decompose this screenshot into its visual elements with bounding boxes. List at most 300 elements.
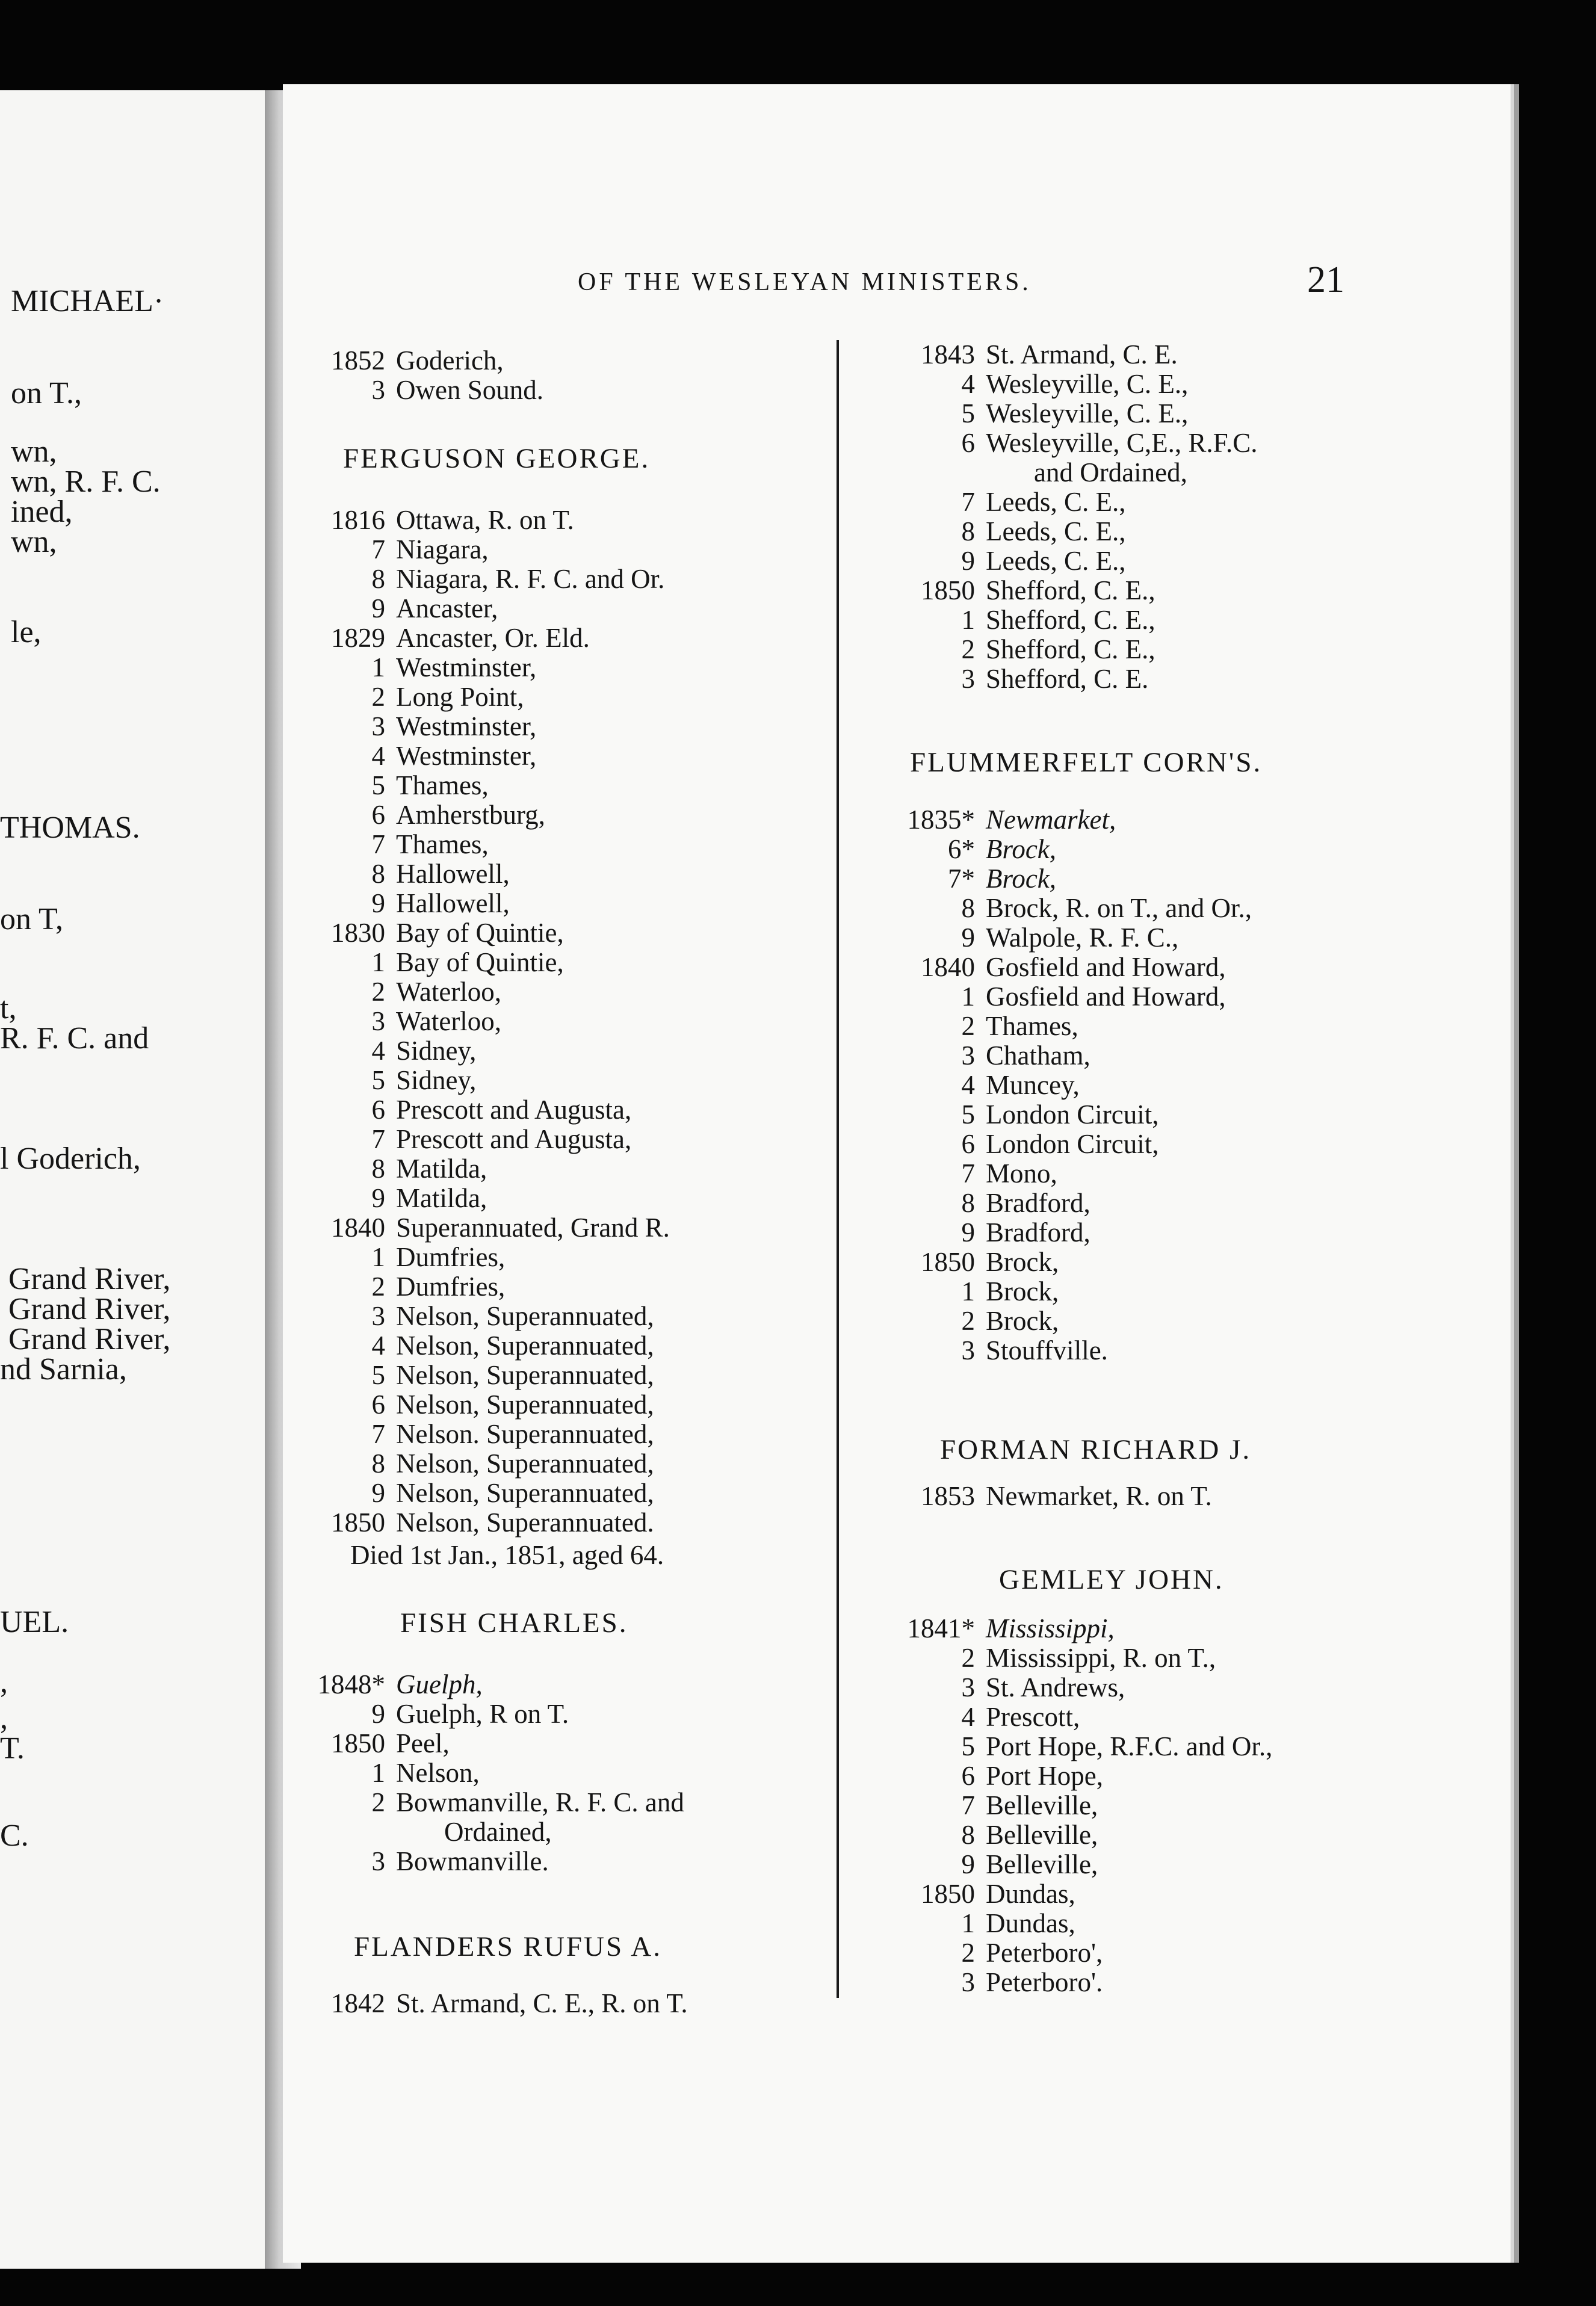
left-page <box>0 90 276 2269</box>
entry-line <box>903 1761 1272 1791</box>
entry-place: Brock, <box>986 1247 1059 1277</box>
left-page-fragment: Grand River, <box>8 1292 171 1326</box>
entry-line <box>313 859 670 889</box>
ferguson-entries <box>313 505 670 1538</box>
entry-place: Waterloo, <box>396 977 502 1007</box>
entry-year: 1 <box>961 1276 975 1306</box>
entry-place: Belleville, <box>986 1849 1098 1879</box>
entry-year: 4 <box>371 741 385 771</box>
entry-place: Ottawa, R. on T. <box>396 505 574 535</box>
entry-line <box>903 1041 1252 1071</box>
entry-place: Hallowell, <box>396 859 510 889</box>
flanders-entries <box>313 1989 688 2018</box>
entry-year: 1 <box>961 605 975 635</box>
heading-ferguson-george: FERGUSON GEORGE. <box>343 443 651 474</box>
entry-line <box>903 428 1258 458</box>
entry-line <box>313 800 670 830</box>
entry-place: Niagara, <box>396 534 489 564</box>
entry-place: Wesleyville, C. E., <box>986 398 1189 428</box>
left-page-fragment: on T, <box>0 902 63 936</box>
entry-year: 1850 <box>921 1879 975 1909</box>
entry-line <box>903 1071 1252 1100</box>
entry-year: 1 <box>371 1242 385 1272</box>
entry-year: 7* <box>948 864 975 894</box>
entry-line <box>903 835 1252 864</box>
entry-place: Newmarket, R. on T. <box>986 1481 1212 1511</box>
entry-year: 9 <box>961 1849 975 1879</box>
left-page-fragment: Grand River, <box>8 1322 171 1356</box>
entry-year: 1835* <box>907 805 975 835</box>
entry-line <box>903 1673 1272 1702</box>
entry-year: 9 <box>961 923 975 953</box>
heading-forman-richard: FORMAN RICHARD J. <box>940 1434 1252 1465</box>
entry-place: Sidney, <box>396 1036 477 1066</box>
entry-year: 6 <box>371 1389 385 1420</box>
entry-line <box>313 1670 684 1699</box>
entry-line <box>313 1788 684 1817</box>
entry-year: 2 <box>371 682 385 712</box>
entry-year: 3 <box>961 1335 975 1365</box>
entry-place: Thames, <box>986 1011 1078 1041</box>
entry-place: Peel, <box>396 1728 450 1758</box>
entry-year: 2 <box>371 977 385 1007</box>
entry-line <box>313 1390 670 1420</box>
entry-line <box>313 1213 670 1243</box>
entry-place: Mississippi, R. on T., <box>986 1643 1216 1673</box>
entry-place: Nelson, Superannuated, <box>396 1360 654 1390</box>
entry-line <box>313 623 670 653</box>
entry-place: Mono, <box>986 1158 1057 1189</box>
entry-year: 4 <box>961 1702 975 1732</box>
entry-line <box>903 1643 1272 1673</box>
entry-year: 6 <box>961 1129 975 1159</box>
entry-year: 2 <box>961 1306 975 1336</box>
entry-line <box>313 653 670 682</box>
entry-line <box>313 1007 670 1036</box>
entry-place: Wesleyville, C,E., R.F.C. <box>986 428 1258 458</box>
entry-line <box>903 894 1252 923</box>
entry-line <box>313 1420 670 1449</box>
entry-line <box>903 1850 1272 1879</box>
entry-place: St. Andrews, <box>986 1672 1125 1702</box>
entry-place: Brock, <box>986 1306 1059 1336</box>
entry-line <box>313 1817 684 1847</box>
entry-place: Westminster, <box>396 711 537 741</box>
entry-line <box>313 1479 670 1508</box>
entry-place: Nelson, <box>396 1758 480 1788</box>
left-page-fragment: , <box>0 1701 8 1736</box>
entry-line <box>313 564 670 594</box>
entry-line <box>903 805 1252 835</box>
entry-year: 2 <box>961 1938 975 1968</box>
fish-entries <box>313 1670 684 1876</box>
entry-place: Goderich, <box>396 345 504 376</box>
entry-line <box>313 771 670 800</box>
entry-place: Leeds, C. E., <box>986 516 1126 546</box>
entry-line <box>903 1130 1252 1159</box>
entry-line <box>903 1879 1272 1909</box>
entry-place: Mississippi, <box>986 1613 1115 1643</box>
entry-year: 5 <box>961 1731 975 1761</box>
entry-place: St. Armand, C. E. <box>986 339 1178 369</box>
entry-year: 1 <box>961 1908 975 1938</box>
entry-line <box>313 1095 670 1125</box>
entry-line <box>903 546 1258 576</box>
entry-year: 1829 <box>331 623 385 653</box>
entry-place: Thames, <box>396 770 489 800</box>
entry-place: Dundas, <box>986 1879 1075 1909</box>
entry-place: Shefford, C. E., <box>986 634 1155 664</box>
entry-year: 7 <box>371 534 385 564</box>
entry-place: London Circuit, <box>986 1099 1159 1130</box>
entry-line <box>903 399 1258 428</box>
entry-line <box>903 1189 1252 1218</box>
entry-place: Brock, R. on T., and Or., <box>986 893 1252 923</box>
entry-year: 7 <box>371 1419 385 1449</box>
entry-year: 3 <box>961 1672 975 1702</box>
col2-continuation <box>903 340 1258 694</box>
entry-place: Matilda, <box>396 1183 487 1213</box>
entry-place: Wesleyville, C. E., <box>986 369 1189 399</box>
entry-line <box>903 1159 1252 1189</box>
entry-year: 1 <box>961 981 975 1012</box>
entry-line <box>313 1066 670 1095</box>
col1-continuation <box>313 346 543 405</box>
entry-year: 1850 <box>331 1507 385 1538</box>
entry-place: Guelph, R on T. <box>396 1699 569 1729</box>
entry-year: 2 <box>961 634 975 664</box>
entry-year: 6 <box>961 1761 975 1791</box>
entry-line <box>903 1791 1272 1820</box>
entry-place: Muncey, <box>986 1070 1080 1100</box>
entry-year: 9 <box>961 546 975 576</box>
entry-place: Peterboro', <box>986 1938 1103 1968</box>
entry-year: 6 <box>961 428 975 458</box>
gemley-entries <box>903 1614 1272 1997</box>
entry-year: 9 <box>961 1217 975 1247</box>
entry-line <box>313 1847 684 1876</box>
entry-line <box>903 517 1258 546</box>
left-page-fragment: l Goderich, <box>0 1142 141 1176</box>
entry-place: Nelson, Superannuated, <box>396 1331 654 1361</box>
entry-year: 4 <box>371 1331 385 1361</box>
running-head: OF THE WESLEYAN MINISTERS. <box>578 268 1032 296</box>
entry-place: Leeds, C. E., <box>986 546 1126 576</box>
entry-year: 8 <box>371 1448 385 1479</box>
entry-year: 4 <box>371 1036 385 1066</box>
entry-place: St. Armand, C. E., R. on T. <box>396 1988 688 2018</box>
entry-line <box>903 1100 1252 1130</box>
entry-year: 2 <box>961 1643 975 1673</box>
entry-place: Walpole, R. F. C., <box>986 923 1179 953</box>
entry-year: 5 <box>371 1065 385 1095</box>
entry-year: 7 <box>961 1158 975 1189</box>
entry-year: 1843 <box>921 339 975 369</box>
entry-place: Newmarket, <box>986 805 1116 835</box>
entry-line <box>313 1036 670 1066</box>
entry-year: 3 <box>371 1301 385 1331</box>
entry-place: Shefford, C. E., <box>986 605 1155 635</box>
entry-year: 7 <box>961 487 975 517</box>
entry-place: Westminster, <box>396 652 537 682</box>
entry-year: 3 <box>371 1846 385 1876</box>
entry-line <box>903 1614 1272 1643</box>
entry-line <box>903 1012 1252 1041</box>
entry-year: 6* <box>948 834 975 864</box>
entry-line <box>903 458 1258 487</box>
entry-year: 8 <box>371 859 385 889</box>
entry-line <box>903 1247 1252 1277</box>
entry-year: 9 <box>371 593 385 623</box>
entry-place: and Ordained, <box>1034 457 1187 487</box>
entry-place: Nelson. Superannuated, <box>396 1419 654 1449</box>
entry-line <box>903 1277 1252 1306</box>
entry-place: Port Hope, <box>986 1761 1103 1791</box>
entry-place: Port Hope, R.F.C. and Or., <box>986 1731 1273 1761</box>
entry-place: Prescott and Augusta, <box>396 1095 632 1125</box>
entry-place: Nelson, Superannuated, <box>396 1301 654 1331</box>
entry-line <box>903 1306 1252 1336</box>
entry-line <box>313 1758 684 1788</box>
entry-year: 7 <box>961 1790 975 1820</box>
entry-line <box>313 1989 688 2018</box>
entry-year: 7 <box>371 829 385 859</box>
entry-year: 2 <box>961 1011 975 1041</box>
entry-year: 9 <box>371 1478 385 1508</box>
entry-place: Dumfries, <box>396 1272 506 1302</box>
heading-flanders-rufus: FLANDERS RUFUS A. <box>354 1931 662 1962</box>
entry-line <box>903 1820 1272 1850</box>
left-page-fragment: T. <box>0 1731 25 1766</box>
entry-year: 1850 <box>921 1247 975 1277</box>
left-page-fragment: R. F. C. and <box>0 1021 149 1056</box>
column-divider <box>837 340 839 1998</box>
entry-year: 1848* <box>317 1669 385 1699</box>
entry-line <box>313 376 543 405</box>
entry-year: 1841* <box>907 1613 975 1643</box>
entry-line <box>903 605 1258 635</box>
entry-place: Matilda, <box>396 1154 487 1184</box>
entry-line <box>903 1336 1252 1365</box>
entry-year: 5 <box>371 770 385 800</box>
entry-place: London Circuit, <box>986 1129 1159 1159</box>
entry-line <box>313 1243 670 1272</box>
left-page-fragment: MICHAEL· <box>11 284 164 318</box>
entry-place: Brock, <box>986 1276 1059 1306</box>
left-page-fragment: nd Sarnia, <box>0 1352 127 1386</box>
entry-place: Thames, <box>396 829 489 859</box>
page-number: 21 <box>1307 259 1344 300</box>
entry-place: Niagara, R. F. C. and Or. <box>396 564 665 594</box>
entry-year: 3 <box>371 375 385 405</box>
entry-place: Waterloo, <box>396 1006 502 1036</box>
entry-year: 3 <box>961 1967 975 1997</box>
entry-place: Hallowell, <box>396 888 510 918</box>
entry-year: 1840 <box>331 1213 385 1243</box>
entry-year: 8 <box>961 893 975 923</box>
entry-line <box>313 1449 670 1479</box>
entry-line <box>313 1154 670 1184</box>
entry-year: 3 <box>371 711 385 741</box>
entry-line <box>313 741 670 771</box>
entry-line <box>903 1218 1252 1247</box>
entry-place: Leeds, C. E., <box>986 487 1126 517</box>
entry-year: 1852 <box>331 345 385 376</box>
entry-year: 6 <box>371 800 385 830</box>
heading-gemley-john: GEMLEY JOHN. <box>999 1564 1224 1595</box>
entry-line <box>313 889 670 918</box>
ferguson-death-note: Died 1st Jan., 1851, aged 64. <box>350 1540 664 1570</box>
entry-place: Nelson, Superannuated. <box>396 1507 654 1538</box>
entry-line <box>313 1699 684 1729</box>
entry-line <box>903 369 1258 399</box>
entry-line <box>313 1272 670 1302</box>
entry-year: 8 <box>961 516 975 546</box>
entry-place: Prescott and Augusta, <box>396 1124 632 1154</box>
entry-line <box>903 1702 1272 1732</box>
entry-line <box>313 682 670 712</box>
entry-year: 5 <box>371 1360 385 1390</box>
entry-place: Stouffville. <box>986 1335 1108 1365</box>
entry-year: 1 <box>371 947 385 977</box>
entry-year: 1853 <box>921 1481 975 1511</box>
entry-line <box>313 1125 670 1154</box>
entry-line <box>903 576 1258 605</box>
entry-line <box>903 487 1258 517</box>
heading-flummerfelt-corns: FLUMMERFELT CORN'S. <box>910 747 1263 778</box>
entry-year: 1 <box>371 652 385 682</box>
entry-place: Brock, <box>986 864 1057 894</box>
entry-place: Ancaster, <box>396 593 498 623</box>
entry-line <box>903 1909 1272 1938</box>
entry-line <box>903 1732 1272 1761</box>
entry-year: 6 <box>371 1095 385 1125</box>
entry-year: 1850 <box>921 575 975 605</box>
left-page-fragment: , <box>0 1665 8 1699</box>
entry-line <box>903 1968 1272 1997</box>
entry-place: Guelph, <box>396 1669 483 1699</box>
entry-place: Bay of Quintie, <box>396 918 564 948</box>
entry-place: Dumfries, <box>396 1242 506 1272</box>
entry-place: Brock, <box>986 834 1057 864</box>
entry-line <box>313 535 670 564</box>
left-page-fragment: ined, <box>11 495 73 529</box>
entry-line <box>903 864 1252 894</box>
entry-line <box>313 1508 670 1538</box>
entry-line <box>313 505 670 535</box>
entry-line <box>903 953 1252 982</box>
entry-year: 2 <box>371 1272 385 1302</box>
entry-place: Sidney, <box>396 1065 477 1095</box>
entry-line <box>903 982 1252 1012</box>
left-page-fragment: le, <box>11 615 42 649</box>
entry-line <box>903 1482 1212 1511</box>
entry-place: Long Point, <box>396 682 524 712</box>
entry-year: 8 <box>961 1820 975 1850</box>
flummerfelt-entries <box>903 805 1252 1365</box>
entry-place: Ordained, <box>444 1817 552 1847</box>
entry-year: 5 <box>961 1099 975 1130</box>
entry-place: Bradford, <box>986 1217 1090 1247</box>
entry-place: Belleville, <box>986 1790 1098 1820</box>
entry-year: 1 <box>371 1758 385 1788</box>
entry-line <box>313 948 670 977</box>
entry-line <box>313 1361 670 1390</box>
entry-place: Chatham, <box>986 1040 1090 1071</box>
entry-place: Owen Sound. <box>396 375 543 405</box>
entry-place: Bradford, <box>986 1188 1090 1218</box>
left-page-fragment: t, <box>0 991 17 1025</box>
entry-line <box>313 712 670 741</box>
left-page-fragment: wn, R. F. C. <box>11 465 161 499</box>
entry-line <box>313 918 670 948</box>
left-page-fragment: wn, <box>11 434 57 469</box>
entry-year: 3 <box>961 1040 975 1071</box>
entry-place: Bowmanville, R. F. C. and <box>396 1787 684 1817</box>
entry-year: 7 <box>371 1124 385 1154</box>
entry-place: Belleville, <box>986 1820 1098 1850</box>
left-page-fragment: C. <box>0 1819 29 1853</box>
entry-line <box>313 1184 670 1213</box>
entry-place: Prescott, <box>986 1702 1080 1732</box>
entry-place: Bay of Quintie, <box>396 947 564 977</box>
entry-year: 9 <box>371 888 385 918</box>
entry-year: 4 <box>961 1070 975 1100</box>
entry-year: 2 <box>371 1787 385 1817</box>
entry-line <box>313 1331 670 1361</box>
entry-place: Amherstburg, <box>396 800 545 830</box>
entry-place: Gosfield and Howard, <box>986 981 1226 1012</box>
entry-year: 5 <box>961 398 975 428</box>
entry-year: 4 <box>961 369 975 399</box>
entry-year: 9 <box>371 1699 385 1729</box>
entry-line <box>313 977 670 1007</box>
entry-year: 8 <box>961 1188 975 1218</box>
entry-year: 1830 <box>331 918 385 948</box>
entry-place: Nelson, Superannuated, <box>396 1389 654 1420</box>
entry-line <box>313 346 543 376</box>
forman-entries <box>903 1482 1212 1511</box>
left-page-fragment: Grand River, <box>8 1262 171 1296</box>
entry-place: Westminster, <box>396 741 537 771</box>
entry-year: 9 <box>371 1183 385 1213</box>
entry-year: 8 <box>371 1154 385 1184</box>
entry-place: Ancaster, Or. Eld. <box>396 623 590 653</box>
entry-year: 3 <box>371 1006 385 1036</box>
entry-place: Nelson, Superannuated, <box>396 1448 654 1479</box>
entry-line <box>313 1302 670 1331</box>
entry-year: 1816 <box>331 505 385 535</box>
entry-year: 1840 <box>921 952 975 982</box>
left-page-fragment: wn, <box>11 525 57 559</box>
entry-line <box>313 830 670 859</box>
left-page-fragment: THOMAS. <box>0 811 140 845</box>
entry-place: Superannuated, Grand R. <box>396 1213 670 1243</box>
entry-year: 3 <box>961 664 975 694</box>
left-page-fragment: UEL. <box>0 1605 69 1639</box>
entry-place: Bowmanville. <box>396 1846 549 1876</box>
entry-place: Nelson, Superannuated, <box>396 1478 654 1508</box>
entry-line <box>903 923 1252 953</box>
entry-place: Peterboro'. <box>986 1967 1103 1997</box>
entry-line <box>903 1938 1272 1968</box>
entry-line <box>903 340 1258 369</box>
entry-place: Dundas, <box>986 1908 1075 1938</box>
left-page-fragment: on T., <box>11 376 82 410</box>
entry-line <box>313 594 670 623</box>
entry-place: Shefford, C. E., <box>986 575 1155 605</box>
entry-place: Gosfield and Howard, <box>986 952 1226 982</box>
